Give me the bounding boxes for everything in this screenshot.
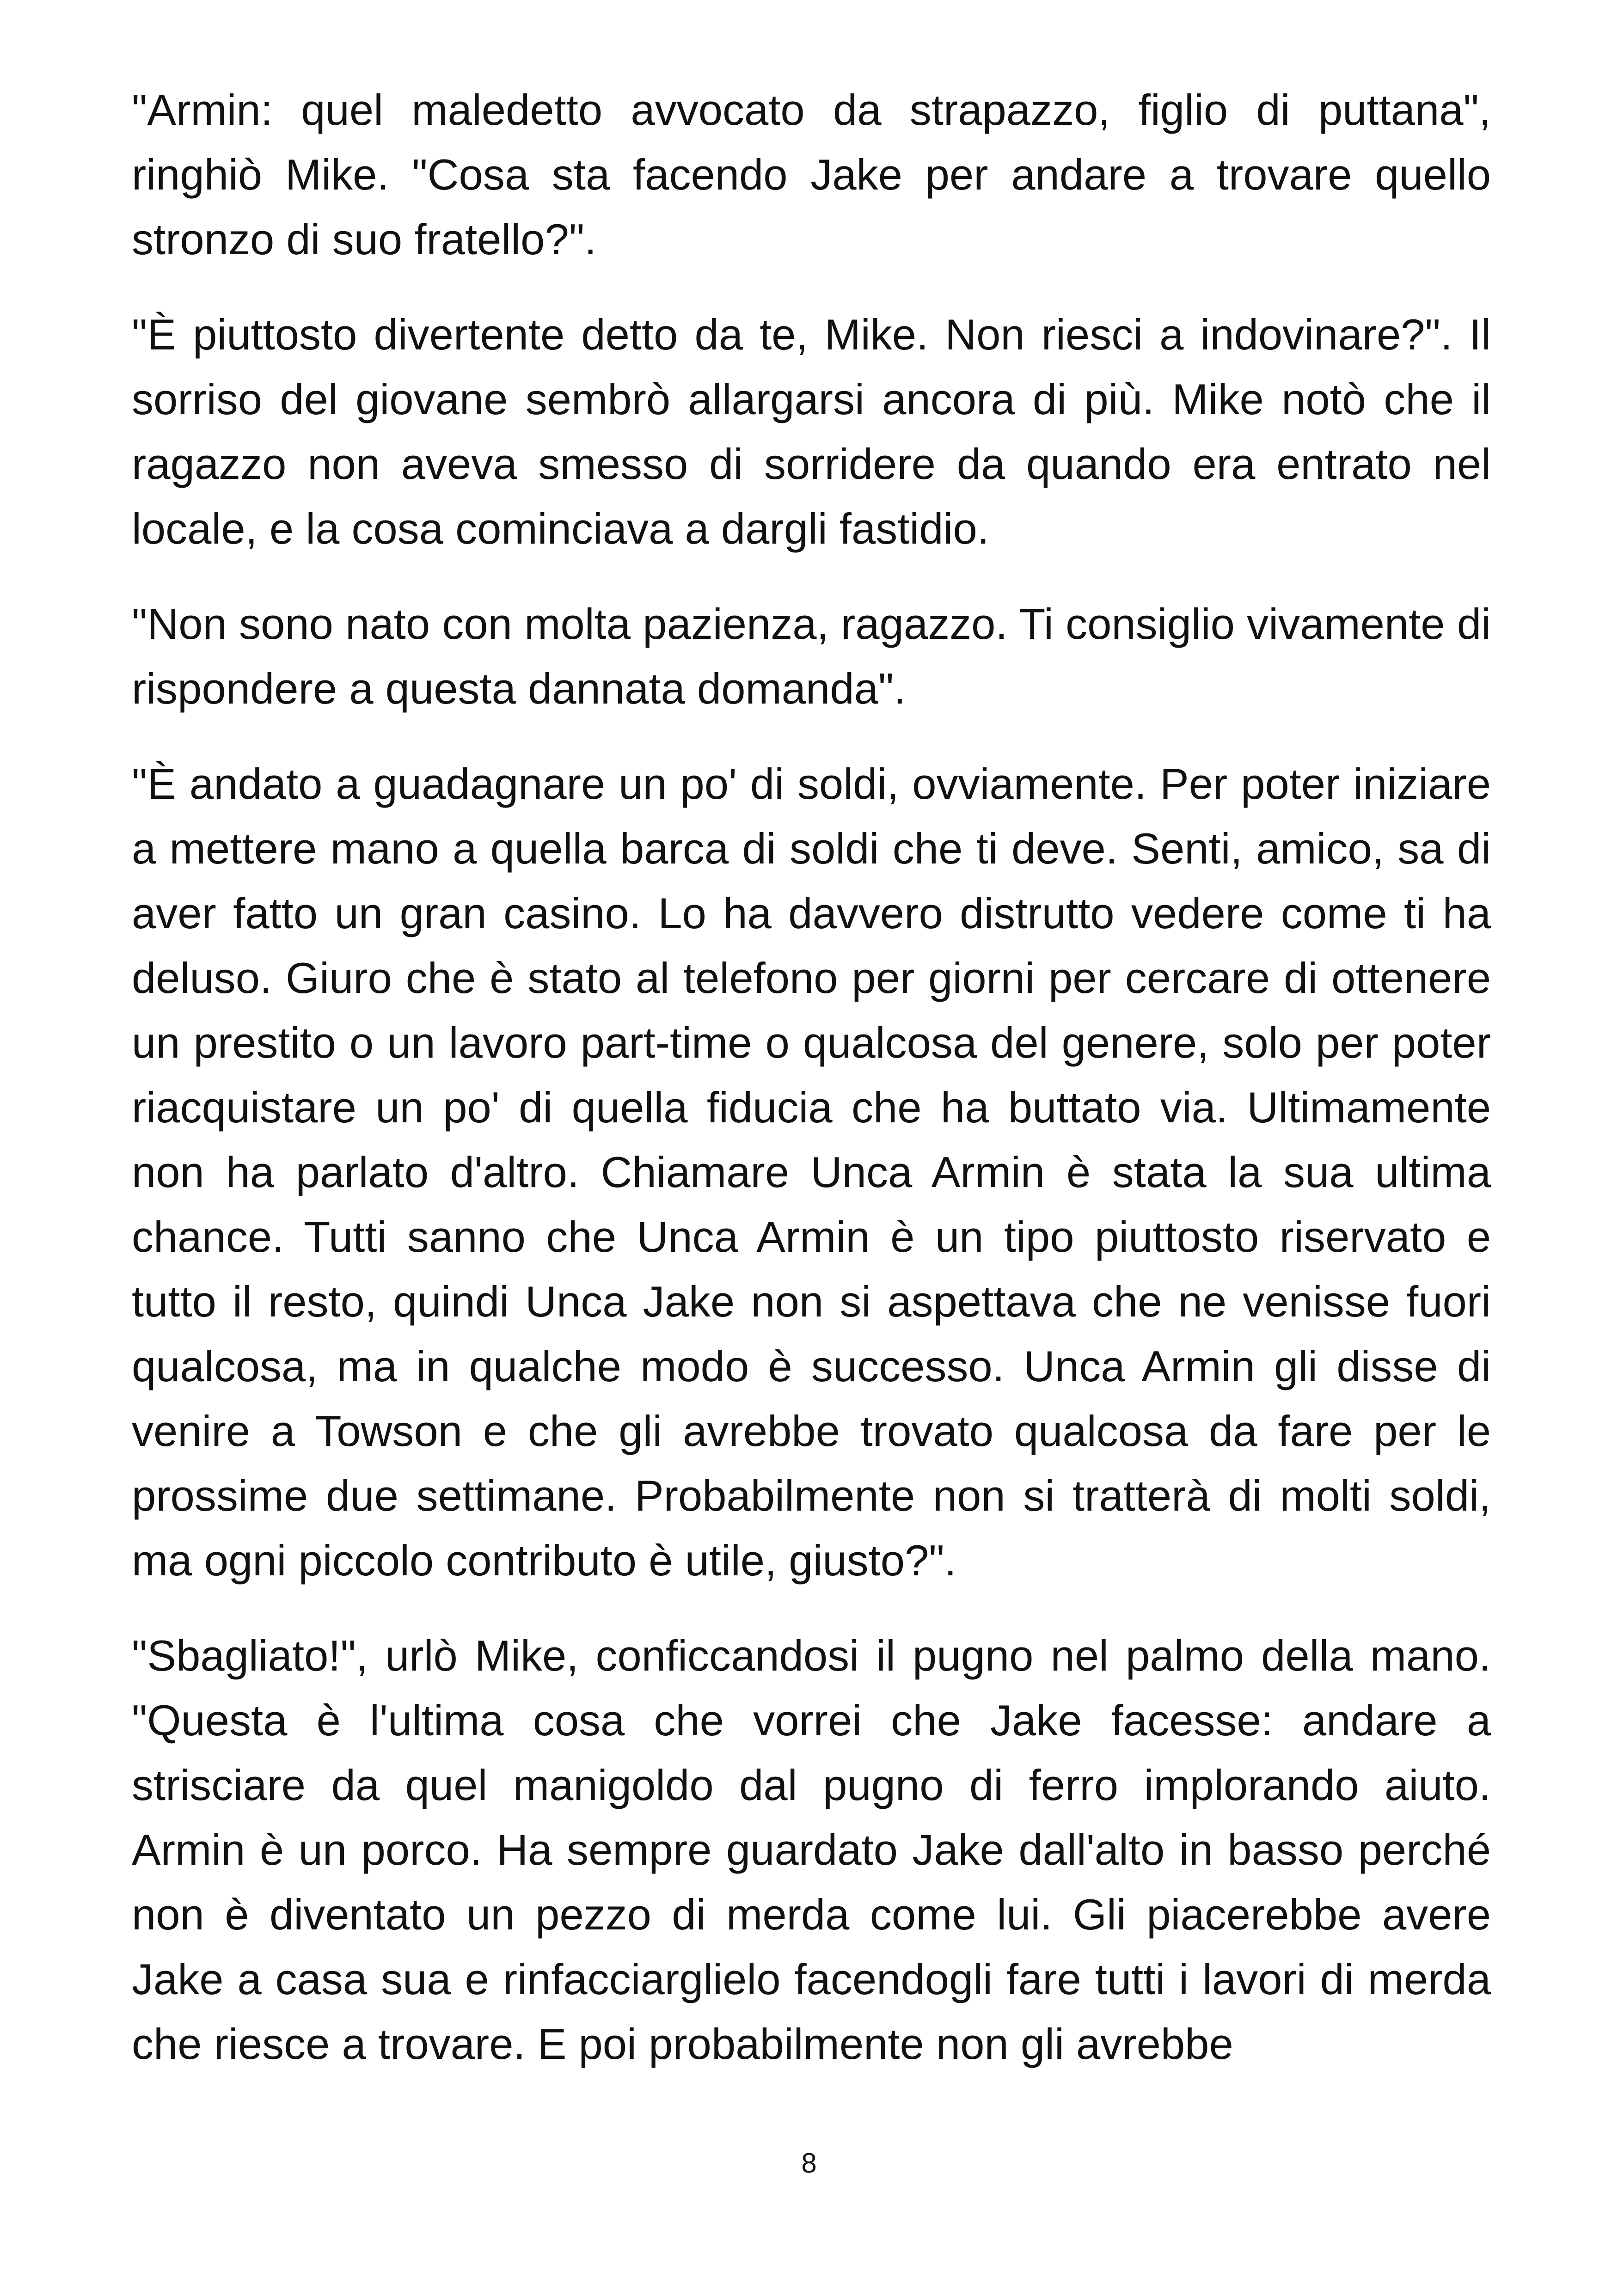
paragraph-4: "È andato a guadagnare un po' di soldi, ovviamente. Per poter iniziare a mettere mano a quella barca di soldi che ti deve. Senti, amico, sa di aver fatto un gran casino. Lo ha davvero distrutto vedere come ti ha deluso. Giuro che è stato al telefono per giorni per cercare di ottenere un prestito o un lavoro part-time o qualcosa del genere, solo per poter riacquistare un po' di quella fiducia che ha buttato via. Ultimamente non ha parlato d'altro. Chiamare Unca Armin è stata la sua ultima chance. Tutti sanno che Unca Armin è un tipo piuttosto riservato e tutto il resto, quindi Unca Jake non si aspettava che ne venisse fuori qualcosa, ma in qualche modo è successo. Unca Armin gli disse di venire a Towson e che gli avrebbe trovato qualcosa da fare per le prossime due settimane. Probabilmente non si tratterà di molti soldi, ma ogni piccolo contributo è utile, giusto?". — [132, 759, 1491, 1585]
paragraph-5: "Sbagliato!", urlò Mike, conficcandosi il pugno nel palmo della mano. "Questa è l'ultima cosa che vorrei che Jake facesse: andare a strisciare da quel manigoldo dal pugno di ferro implorando aiuto. Armin è un porco. Ha sempre guardato Jake dall'alto in basso perché non è diventato un pezzo di merda come lui. Gli piacerebbe avere Jake a casa sua e rinfacciarglielo facendogli fare tutti i lavori di merda che riesce a trovare. E poi probabilmente non gli avrebbe — [132, 1631, 1491, 2068]
paragraph-1: "Armin: quel maledetto avvocato da strapazzo, figlio di puttana", ringhiò Mike. "Cosa sta facendo Jake per andare a trovare quello stronzo di suo fratello?". — [132, 86, 1491, 263]
paragraph-3: "Non sono nato con molta pazienza, ragazzo. Ti consiglio vivamente di rispondere a questa dannata domanda". — [132, 600, 1491, 713]
page-number: 8 — [801, 2148, 817, 2179]
page-body — [132, 78, 1491, 2107]
paragraph-2: "È piuttosto divertente detto da te, Mike. Non riesci a indovinare?". Il sorriso del giovane sembrò allargarsi ancora di più. Mike notò che il ragazzo non aveva smesso di sorridere da quando era entrato nel locale, e la cosa cominciava a dargli fastidio. — [132, 310, 1491, 553]
